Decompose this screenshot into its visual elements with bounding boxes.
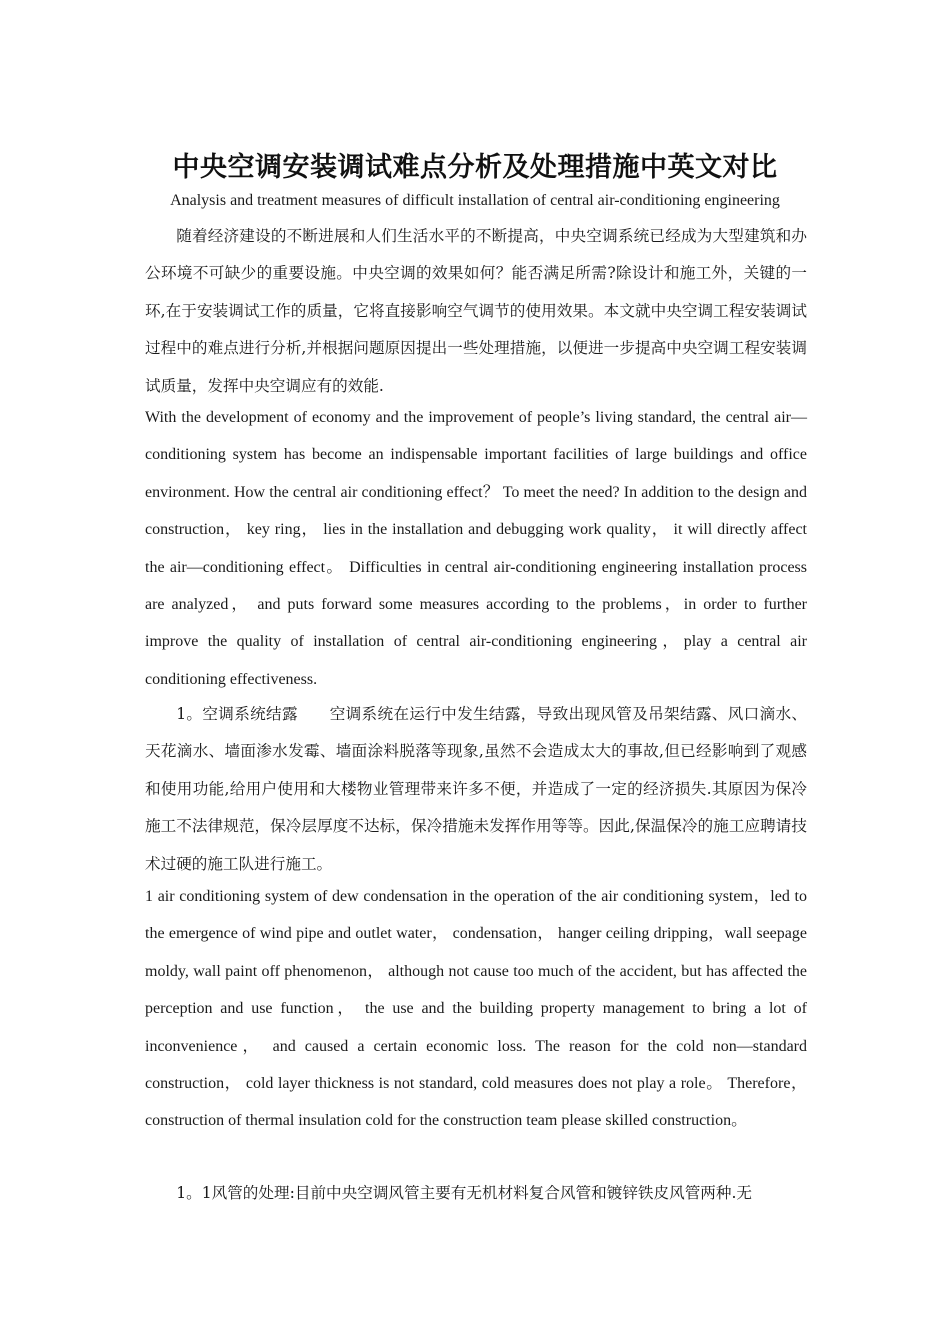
section-1-1-paragraph-chinese: 1。1风管的处理:目前中央空调风管主要有无机材料复合风管和镀锌铁皮风管两种.无	[176, 1184, 753, 1202]
english-subtitle: Analysis and treatment measures of difficult installation of central air-conditioning engineering	[170, 192, 780, 209]
section-1-paragraph-english: 1 air conditioning system of dew condensation in the operation of the air conditioning system，led to the emergence of wind pipe and outlet water， condensation， hanger ceiling dripping，wall seepage moldy, wall paint off phenomenon， although not cause too much of the accident, but has affected the perception and use function， the use and the building property management to bring a lot of inconvenience， and caused a certain economic loss. The reason for the cold non—standard construction， cold layer thickness is not standard, cold measures does not play a role。 Therefore， construction of thermal insulation cold for the construction team please skilled construction。	[145, 888, 808, 1130]
intro-paragraph-chinese: 随着经济建设的不断进展和人们生活水平的不断提高，中央空调系统已经成为大型建筑和办公环境不可缺少的重要设施。中央空调的效果如何？能否满足所需?除设计和施工外，关键的一环,在于安装调试工作的质量，它将直接影响空气调节的使用效果。本文就中央空调工程安装调试过程中的难点进行分析,并根据问题原因提出一些处理措施，以便进一步提高中央空调工程安装调试质量，发挥中央空调应有的效能.	[145, 227, 807, 395]
document-title: 中央空调安装调试难点分析及处理措施中英文对比	[172, 152, 778, 184]
intro-paragraph-english: With the development of economy and the improvement of people’s living standard, the central air—conditioning system has become an indispensable important facilities of large buildings and office environment. How the central air conditioning effect？ To meet the need? In addition to the design and construction， key ring， lies in the installation and debugging work quality， it will directly affect the air—conditioning effect。 Difficulties in central air-conditioning engineering installation process are analyzed， and puts forward some measures according to the problems，in order to further improve the quality of installation of central air-conditioning engineering，play a central air conditioning effectiveness.	[145, 409, 807, 688]
section-1-paragraph-chinese: 1。空调系统结露 空调系统在运行中发生结露，导致出现风管及吊架结露、风口滴水、天花滴水、墙面渗水发霉、墙面涂料脱落等现象,虽然不会造成太大的事故,但已经影响到了观感和使用功能,给用户使用和大楼物业管理带来许多不便，并造成了一定的经济损失.其原因为保冷施工不法律规范，保冷层厚度不达标，保冷措施未发挥作用等等。因此,保温保冷的施工应聘请技术过硬的施工队进行施工。	[145, 705, 807, 873]
